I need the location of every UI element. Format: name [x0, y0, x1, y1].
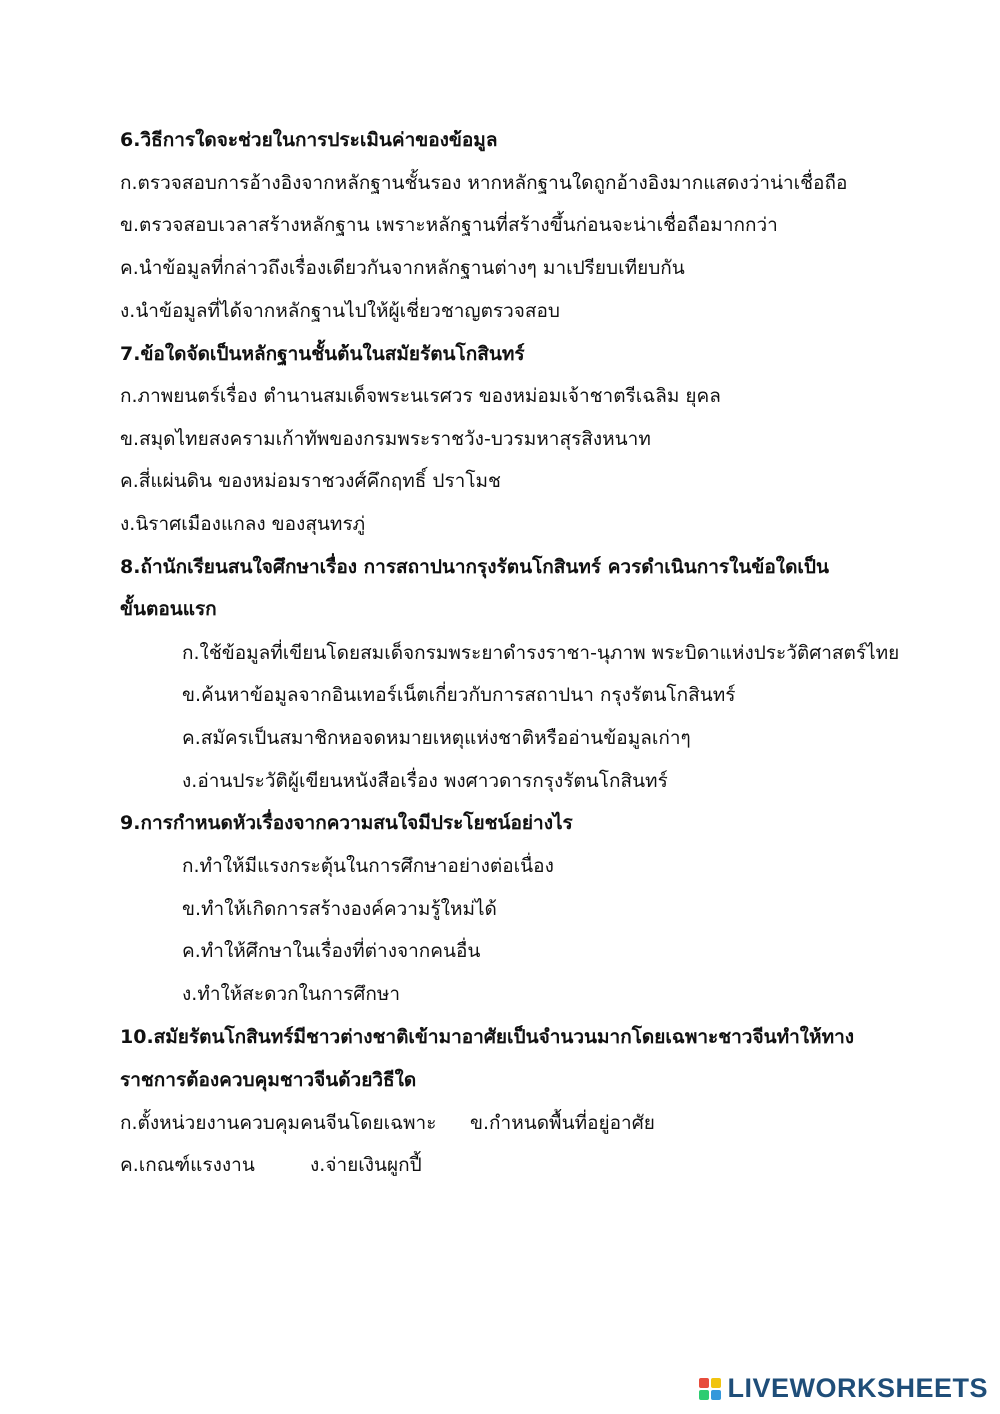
question-6-option-b: ข.ตรวจสอบเวลาสร้างหลักฐาน เพราะหลักฐานที่สร้างขึ้นก่อนจะน่าเชื่อถือมากกว่า [120, 214, 778, 236]
question-7-option-d: ง.นิราศเมืองแกลง ของสุนทรภู่ [120, 513, 366, 535]
question-6-text: 6.วิธีการใดจะช่วยในการประเมินค่าของข้อมูล [120, 129, 498, 151]
question-10-option-a: ก.ตั้งหน่วยงานควบคุมคนจีนโดยเฉพาะ [120, 1112, 437, 1134]
question-9-text: 9.การกำหนดหัวเรื่องจากความสนใจมีประโยชน์อย่างไร [120, 812, 573, 834]
question-7-text: 7.ข้อใดจัดเป็นหลักฐานชั้นต้นในสมัยรัตนโกสินทร์ [120, 343, 525, 365]
question-9-option-b: ข.ทำให้เกิดการสร้างองค์ความรู้ใหม่ได้ [182, 898, 497, 920]
question-8-text-line-1: 8.ถ้านักเรียนสนใจศึกษาเรื่อง การสถาปนากรุงรัตนโกสินทร์ ควรดำเนินการในข้อใดเป็น [120, 556, 829, 578]
question-8-option-d: ง.อ่านประวัติผู้เขียนหนังสือเรื่อง พงศาวดารกรุงรัตนโกสินทร์ [182, 770, 668, 792]
question-10-text-line-1: 10.สมัยรัตนโกสินทร์มีชาวต่างชาติเข้ามาอาศัยเป็นจำนวนมากโดยเฉพาะชาวจีนทำให้ทาง [120, 1026, 855, 1048]
question-8-option-c: ค.สมัครเป็นสมาชิกหอจดหมายเหตุแห่งชาติหรืออ่านข้อมูลเก่าๆ [182, 727, 691, 749]
brand-name: LIVEWORKSHEETS [727, 1373, 988, 1403]
question-10-option-c: ค.เกณฑ์แรงงาน [120, 1154, 255, 1176]
logo-square-yellow [711, 1378, 721, 1388]
question-7-option-a: ก.ภาพยนตร์เรื่อง ตำนานสมเด็จพระนเรศวร ของหม่อมเจ้าชาตรีเฉลิม ยุคล [120, 385, 721, 407]
question-6-option-c: ค.นำข้อมูลที่กล่าวถึงเรื่องเดียวกันจากหลักฐานต่างๆ มาเปรียบเทียบกัน [120, 257, 685, 279]
question-9-option-d: ง.ทำให้สะดวกในการศึกษา [182, 983, 401, 1005]
question-9-option-c: ค.ทำให้ศึกษาในเรื่องที่ต่างจากคนอื่น [182, 940, 481, 962]
question-10-text-line-2: ราชการต้องควบคุมชาวจีนด้วยวิธีใด [120, 1069, 417, 1091]
question-7-option-c: ค.สี่แผ่นดิน ของหม่อมราชวงศ์คึกฤทธิ์ ปราโมช [120, 470, 501, 492]
question-10-option-b: ข.กำหนดพื้นที่อยู่อาศัย [470, 1112, 655, 1134]
question-6-option-d: ง.นำข้อมูลที่ได้จากหลักฐานไปให้ผู้เชี่ยวชาญตรวจสอบ [120, 300, 560, 322]
liveworksheets-logo-icon [699, 1378, 721, 1400]
question-8-option-b: ข.ค้นหาข้อมูลจากอินเทอร์เน็ตเกี่ยวกับการสถาปนา กรุงรัตนโกสินทร์ [182, 684, 736, 706]
question-6-option-a: ก.ตรวจสอบการอ้างอิงจากหลักฐานชั้นรอง หากหลักฐานใดถูกอ้างอิงมากแสดงว่าน่าเชื่อถือ [120, 172, 848, 194]
logo-square-red [699, 1378, 709, 1388]
question-8-text-line-2: ขั้นตอนแรก [120, 598, 217, 620]
logo-square-green [699, 1390, 709, 1400]
liveworksheets-brand[interactable] [699, 1373, 988, 1404]
logo-square-blue [711, 1390, 721, 1400]
question-9-option-a: ก.ทำให้มีแรงกระตุ้นในการศึกษาอย่างต่อเนื่อง [182, 855, 554, 877]
question-7-option-b: ข.สมุดไทยสงครามเก้าทัพของกรมพระราชวัง-บวรมหาสุรสิงหนาท [120, 428, 651, 450]
question-10-option-d: ง.จ่ายเงินผูกปี้ [310, 1154, 422, 1176]
question-8-option-a: ก.ใช้ข้อมูลที่เขียนโดยสมเด็จกรมพระยาดำรงราชา-นุภาพ พระบิดาแห่งประวัติศาสตร์ไทย [182, 642, 900, 664]
